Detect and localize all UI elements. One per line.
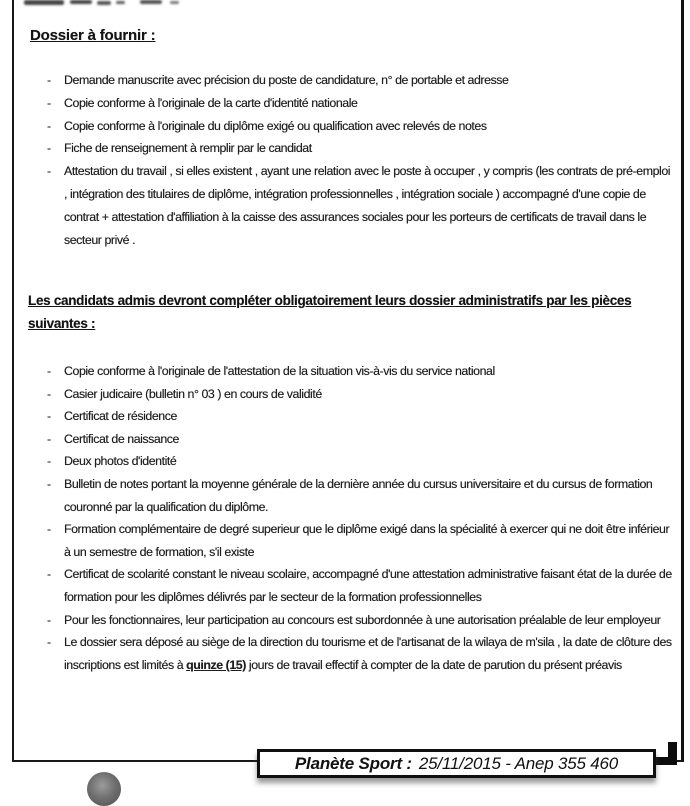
dash-bullet: - — [47, 431, 51, 446]
list-item-text: Pour les fonctionnaires, leur participation au concours est subordonnée à une autorisation préalable de leur employeur — [64, 612, 661, 627]
dash-bullet: - — [47, 73, 51, 87]
footer-credit-box — [257, 749, 656, 778]
list-item-text: Bulletin de notes portant la moyenne générale de la dernière année du cursus universitaire et du cursus de formation couronné par la qualification du diplôme. — [64, 476, 653, 514]
list-item-text: Copie conforme à l'originale de la carte d'identité nationale — [64, 95, 358, 110]
list-item — [46, 428, 676, 451]
list-item — [46, 405, 676, 428]
list-item — [46, 160, 676, 251]
border-corner-joint — [668, 742, 677, 765]
list-item-text: Attestation du travail , si elles existent , ayant une relation avec le poste à occuper , y compris (les contrats de pré-emploi , intégration des titulaires de diplôme, intégration professionnelles , intégration sociale ) accompagné d'une copie de contrat + attestation d'affiliation à la caisse des assurances sociales pour les porteurs de certificats de travail dans le secteur privé . — [64, 164, 671, 247]
list-item — [46, 631, 676, 676]
dash-bullet: - — [47, 476, 51, 491]
dash-bullet: - — [47, 164, 51, 179]
list-item-text: Deux photos d'identité — [64, 454, 177, 469]
list-item — [46, 92, 676, 115]
dash-bullet: - — [47, 386, 51, 401]
list-item-text — [64, 631, 676, 676]
list-item — [46, 137, 676, 160]
list-item — [46, 473, 676, 518]
publisher-name: Planète Sport : — [294, 753, 412, 773]
section1-heading: Dossier à fournir : — [30, 27, 156, 44]
list-item — [46, 69, 676, 92]
list-item — [46, 450, 676, 473]
dash-bullet: - — [47, 364, 51, 378]
list-item-text: Fiche de renseignement à remplir par le candidat — [64, 141, 312, 156]
deadline-text-suffix: jours de travail effectif à compter de la date de parution du présent préavis — [245, 657, 622, 672]
list-item — [46, 609, 676, 632]
section1-list — [46, 69, 676, 251]
list-item — [46, 360, 676, 383]
section2-list — [46, 360, 676, 676]
dash-bullet: - — [47, 118, 51, 133]
stamp-circle-artifact — [87, 772, 121, 806]
list-item-text: Casier judicaire (bulletin n° 03 ) en cours de validité — [64, 386, 322, 401]
list-item — [46, 563, 676, 608]
dash-bullet: - — [47, 567, 51, 582]
list-item — [46, 383, 676, 406]
list-item-text: Demande manuscrite avec précision du poste de candidature, n° de portable et adresse — [64, 73, 509, 87]
dash-bullet: - — [47, 95, 51, 110]
dash-bullet: - — [47, 409, 51, 424]
list-item-text: Certificat de résidence — [64, 409, 177, 424]
list-item — [46, 518, 676, 563]
section2-heading: Les candidats admis devront compléter obligatoirement leurs dossier administratifs par les pièces suivantes : — [28, 293, 632, 331]
dash-bullet: - — [47, 612, 51, 627]
list-item-text: Copie conforme à l'originale de l'attestation de la situation vis-à-vis du service national — [64, 364, 495, 378]
list-item-text: Formation complémentaire de degré superieur que le diplôme exigé dans la spécialité à exercer qui ne doit être inférieur à un semestre de formation, s'il existe — [64, 522, 670, 559]
list-item-text: Copie conforme à l'originale du diplôme exigé ou qualification avec relevés de notes — [64, 118, 487, 133]
deadline-duration-underlined: quinze (15) — [186, 657, 246, 672]
dash-bullet: - — [47, 635, 51, 650]
dash-bullet: - — [47, 522, 51, 537]
list-item — [46, 115, 676, 138]
list-item-text: Certificat de scolarité constant le niveau scolaire, accompagné d'une attestation administrative faisant état de la durée de formation pour les diplômes délivrés par le secteur de la formation professionnelles — [64, 567, 672, 604]
deadline-text-prefix: Le dossier sera déposé au siège de la direction du tourisme et de l'artisanat de la wilaya de m'sila , la date de clôture des inscriptions est limités à — [64, 635, 672, 672]
publication-details: 25/11/2015 - Anep 355 460 — [418, 753, 619, 773]
dash-bullet: - — [47, 454, 51, 469]
list-item-text: Certificat de naissance — [64, 431, 179, 446]
dash-bullet: - — [47, 141, 51, 156]
